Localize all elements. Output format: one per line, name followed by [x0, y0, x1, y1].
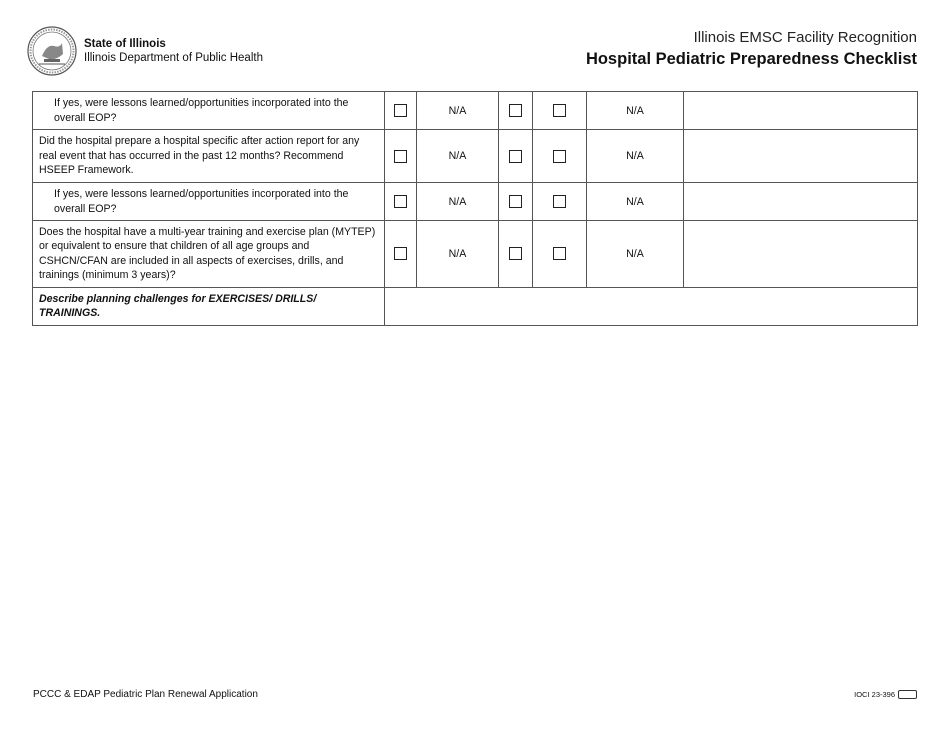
footer-form-id [854, 690, 917, 699]
no-checkbox[interactable] [509, 195, 522, 208]
comments-cell[interactable] [684, 130, 918, 183]
question-text: Does the hospital have a multi-year training and exercise plan (MYTEP) or equivalent to ensure that children of all age groups and CSHCN/CFAN are included in all aspects of exercises, drills, and trainings (minimum 3 years)? [33, 221, 385, 288]
question-text: Did the hospital prepare a hospital specific after action report for any real event that has occurred in the past 12 months? Recommend HSEEP Framework. [33, 130, 385, 183]
na-cell: N/A [417, 130, 499, 183]
table-row [33, 221, 918, 288]
no-checkbox[interactable] [509, 247, 522, 260]
no-checkbox[interactable] [509, 150, 522, 163]
comments-cell[interactable] [684, 183, 918, 221]
question-text: If yes, were lessons learned/opportunities incorporated into the overall EOP? [33, 92, 385, 130]
yes-checkbox[interactable] [394, 247, 407, 260]
yes-checkbox[interactable] [394, 150, 407, 163]
org-state: State of Illinois [84, 38, 166, 50]
challenges-label: Describe planning challenges for EXERCISES/ DRILLS/ TRAININGS. [33, 287, 385, 325]
na-cell: N/A [417, 183, 499, 221]
unknown-checkbox[interactable] [553, 247, 566, 260]
na-cell: N/A [417, 92, 499, 130]
page-title: Hospital Pediatric Preparedness Checklist [585, 50, 917, 68]
table-row [33, 130, 918, 183]
yes-checkbox[interactable] [394, 195, 407, 208]
challenges-input[interactable] [385, 287, 918, 325]
state-seal-logo [27, 26, 77, 76]
jcar-icon [898, 690, 917, 699]
table-row [33, 92, 918, 130]
na-cell: N/A [417, 221, 499, 288]
organization-name [84, 37, 263, 65]
no-checkbox[interactable] [509, 104, 522, 117]
footer-form-name: PCCC & EDAP Pediatric Plan Renewal Application [33, 689, 258, 700]
na-cell: N/A [587, 183, 684, 221]
na-cell: N/A [587, 221, 684, 288]
header-subtitle: Illinois EMSC Facility Recognition [693, 29, 917, 46]
unknown-checkbox[interactable] [553, 150, 566, 163]
question-text: If yes, were lessons learned/opportunities incorporated into the overall EOP? [33, 183, 385, 221]
table-row [33, 183, 918, 221]
na-cell: N/A [587, 92, 684, 130]
form-id: IOCI 23-396 [854, 690, 895, 699]
org-department: Illinois Department of Public Health [84, 52, 263, 64]
unknown-checkbox[interactable] [553, 195, 566, 208]
yes-checkbox[interactable] [394, 104, 407, 117]
na-cell: N/A [587, 130, 684, 183]
comments-cell[interactable] [684, 92, 918, 130]
unknown-checkbox[interactable] [553, 104, 566, 117]
comments-cell[interactable] [684, 221, 918, 288]
checklist-table [32, 91, 918, 326]
table-row [33, 287, 918, 325]
